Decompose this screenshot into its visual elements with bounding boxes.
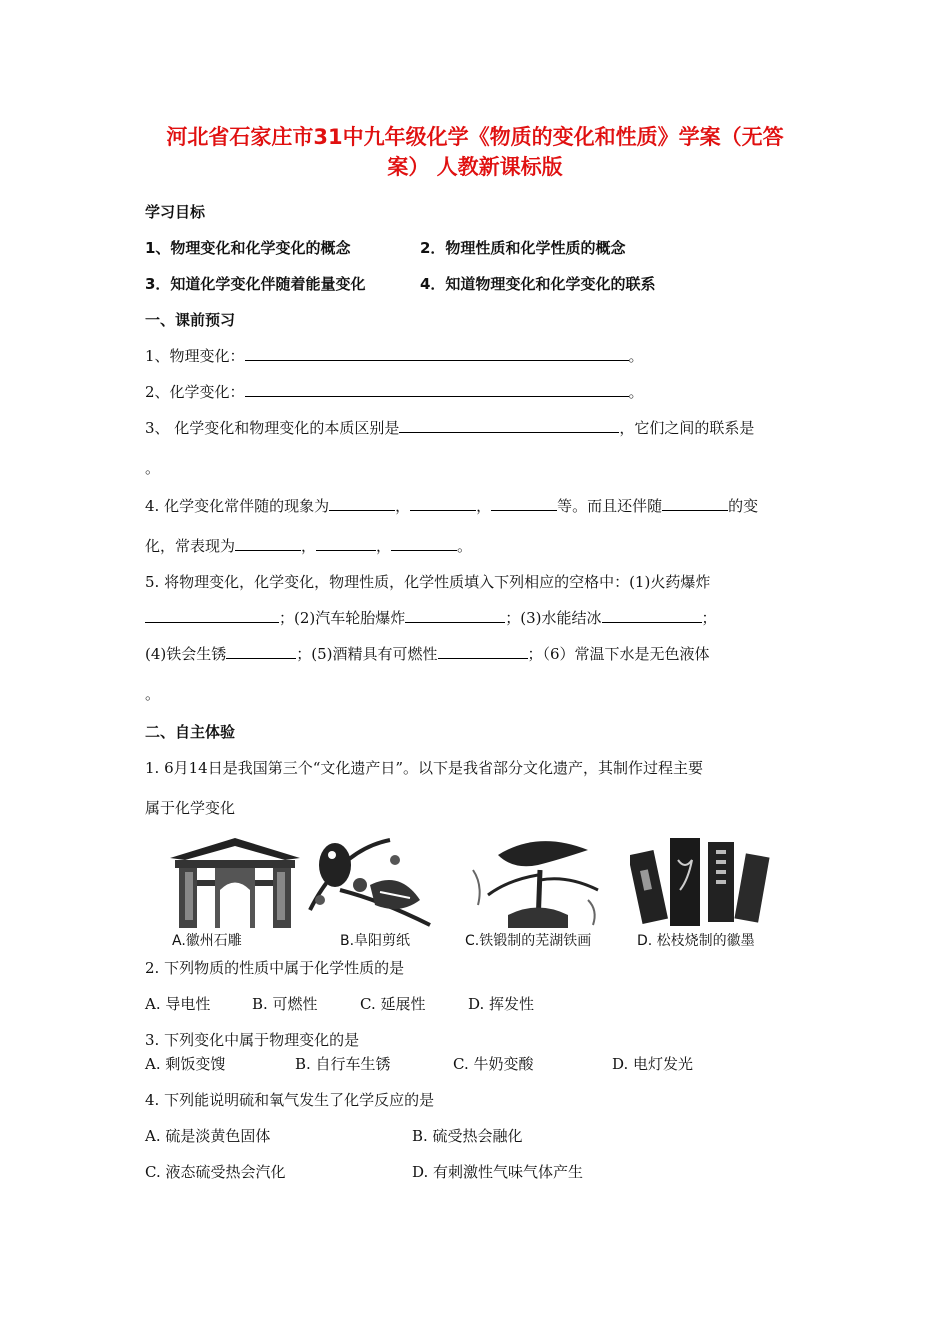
q4-period: 。 [457, 537, 473, 555]
q4-blank-6[interactable] [316, 536, 376, 551]
q3-end-period: 。 [145, 459, 161, 477]
q4-comma: ， [376, 537, 392, 555]
iron-painting-image [468, 830, 608, 930]
experience-question-4: 4. 下列能说明硫和氧气发生了化学反应的是 [145, 1091, 435, 1109]
q2-label: 2、化学变化： [145, 383, 245, 401]
q4-blank-7[interactable] [391, 536, 457, 551]
q3-option-b: B. 自行车生锈 [295, 1055, 391, 1073]
q5-blank-4[interactable] [226, 644, 296, 659]
preview-question-4 [145, 496, 758, 516]
title-line-2: 案） 人教新课标版 [387, 155, 563, 179]
paper-cutting-image [300, 830, 440, 930]
q4-option-b: B. 硫受热会融化 [412, 1127, 523, 1145]
q5-label-4: (4)铁会生锈 [145, 645, 227, 663]
q2-blank[interactable] [245, 382, 629, 397]
q3-option-c: C. 牛奶变酸 [453, 1055, 534, 1073]
experience-heading: 二、自主体验 [145, 723, 236, 741]
q4-comma: ， [395, 497, 411, 515]
q5-label-5: ；(5)酒精具有可燃性 [296, 645, 438, 663]
q4-label-4: 化，常表现为 [145, 537, 236, 555]
document-title [120, 122, 830, 182]
objectives-heading: 学习目标 [145, 203, 206, 221]
preview-question-5-line-3 [145, 644, 710, 664]
q4-blank-1[interactable] [329, 496, 395, 511]
title-line-1: 河北省石家庄市31中九年级化学《物质的变化和性质》学案（无答 [166, 125, 784, 149]
q5-blank-5[interactable] [438, 644, 528, 659]
q4-blank-4[interactable] [662, 496, 728, 511]
q5-blank-2[interactable] [405, 608, 505, 623]
q5-blank-1[interactable] [145, 608, 279, 623]
preview-question-5: 5. 将物理变化，化学变化，物理性质，化学性质填入下列相应的空格中：(1)火药爆炸 [145, 573, 711, 591]
q1-blank[interactable] [245, 346, 629, 361]
caption-d: D. 松枝烧制的徽墨 [637, 933, 755, 949]
caption-b: B.阜阳剪纸 [340, 933, 411, 949]
objective-2: 2．物理性质和化学性质的概念 [420, 239, 626, 257]
q4-option-c: C. 液态硫受热会汽化 [145, 1163, 286, 1181]
preview-question-3 [145, 418, 754, 438]
q4-label: 4. 化学变化常伴随的现象为 [145, 497, 330, 515]
q4-comma: ， [301, 537, 317, 555]
q5-end-period: 。 [145, 685, 161, 703]
q3-label-2: ，它们之间的联系是 [619, 419, 755, 437]
experience-question-2: 2. 下列物质的性质中属于化学性质的是 [145, 959, 405, 977]
caption-a: A.徽州石雕 [172, 933, 242, 949]
q4-option-a: A. 硫是淡黄色固体 [145, 1127, 271, 1145]
objective-4: 4．知道物理变化和化学变化的联系 [420, 275, 656, 293]
q5-semicolon: ； [701, 609, 717, 627]
q2-option-b: B. 可燃性 [252, 995, 318, 1013]
stone-carving-image [165, 830, 305, 930]
preview-question-1 [145, 346, 644, 366]
experience-question-1: 1. 6月14日是我国第三个“文化遗产日”。以下是我省部分文化遗产，其制作过程主要 [145, 759, 704, 777]
q5-label-6: ；（6）常温下水是无色液体 [527, 645, 710, 663]
q4-blank-3[interactable] [491, 496, 557, 511]
q2-option-d: D. 挥发性 [468, 995, 535, 1013]
preview-question-5-line-2 [145, 608, 717, 628]
q3-blank[interactable] [399, 418, 619, 433]
caption-c: C.铁锻制的芜湖铁画 [465, 933, 592, 949]
q4-option-d: D. 有刺激性气味气体产生 [412, 1163, 584, 1181]
q4-comma: ， [476, 497, 492, 515]
objective-3: 3．知道化学变化伴随着能量变化 [145, 275, 366, 293]
q1-label: 1、物理变化： [145, 347, 245, 365]
q4-blank-2[interactable] [410, 496, 476, 511]
preview-question-4-cont [145, 536, 472, 556]
q5-label-2: ；(2)汽车轮胎爆炸 [279, 609, 406, 627]
q4-label-2: 等。而且还伴随 [557, 497, 663, 515]
q3-option-d: D. 电灯发光 [612, 1055, 694, 1073]
experience-question-3: 3. 下列变化中属于物理变化的是 [145, 1031, 360, 1049]
q5-label-3: ；(3)水能结冰 [505, 609, 602, 627]
q2-option-a: A. 导电性 [145, 995, 211, 1013]
q4-label-3: 的变 [728, 497, 759, 515]
preview-heading: 一、课前预习 [145, 311, 236, 329]
q3-label: 3、 化学变化和物理变化的本质区别是 [145, 419, 400, 437]
q2-option-c: C. 延展性 [360, 995, 426, 1013]
preview-question-2 [145, 382, 644, 402]
q2-period: 。 [628, 383, 644, 401]
q3-option-a: A. 剩饭变馊 [145, 1055, 226, 1073]
objective-1: 1、物理变化和化学变化的概念 [145, 239, 351, 257]
q1-period: 。 [628, 347, 644, 365]
experience-question-1-cont: 属于化学变化 [145, 799, 236, 817]
q5-blank-3[interactable] [602, 608, 702, 623]
ink-stick-image [630, 830, 770, 930]
q4-blank-5[interactable] [235, 536, 301, 551]
